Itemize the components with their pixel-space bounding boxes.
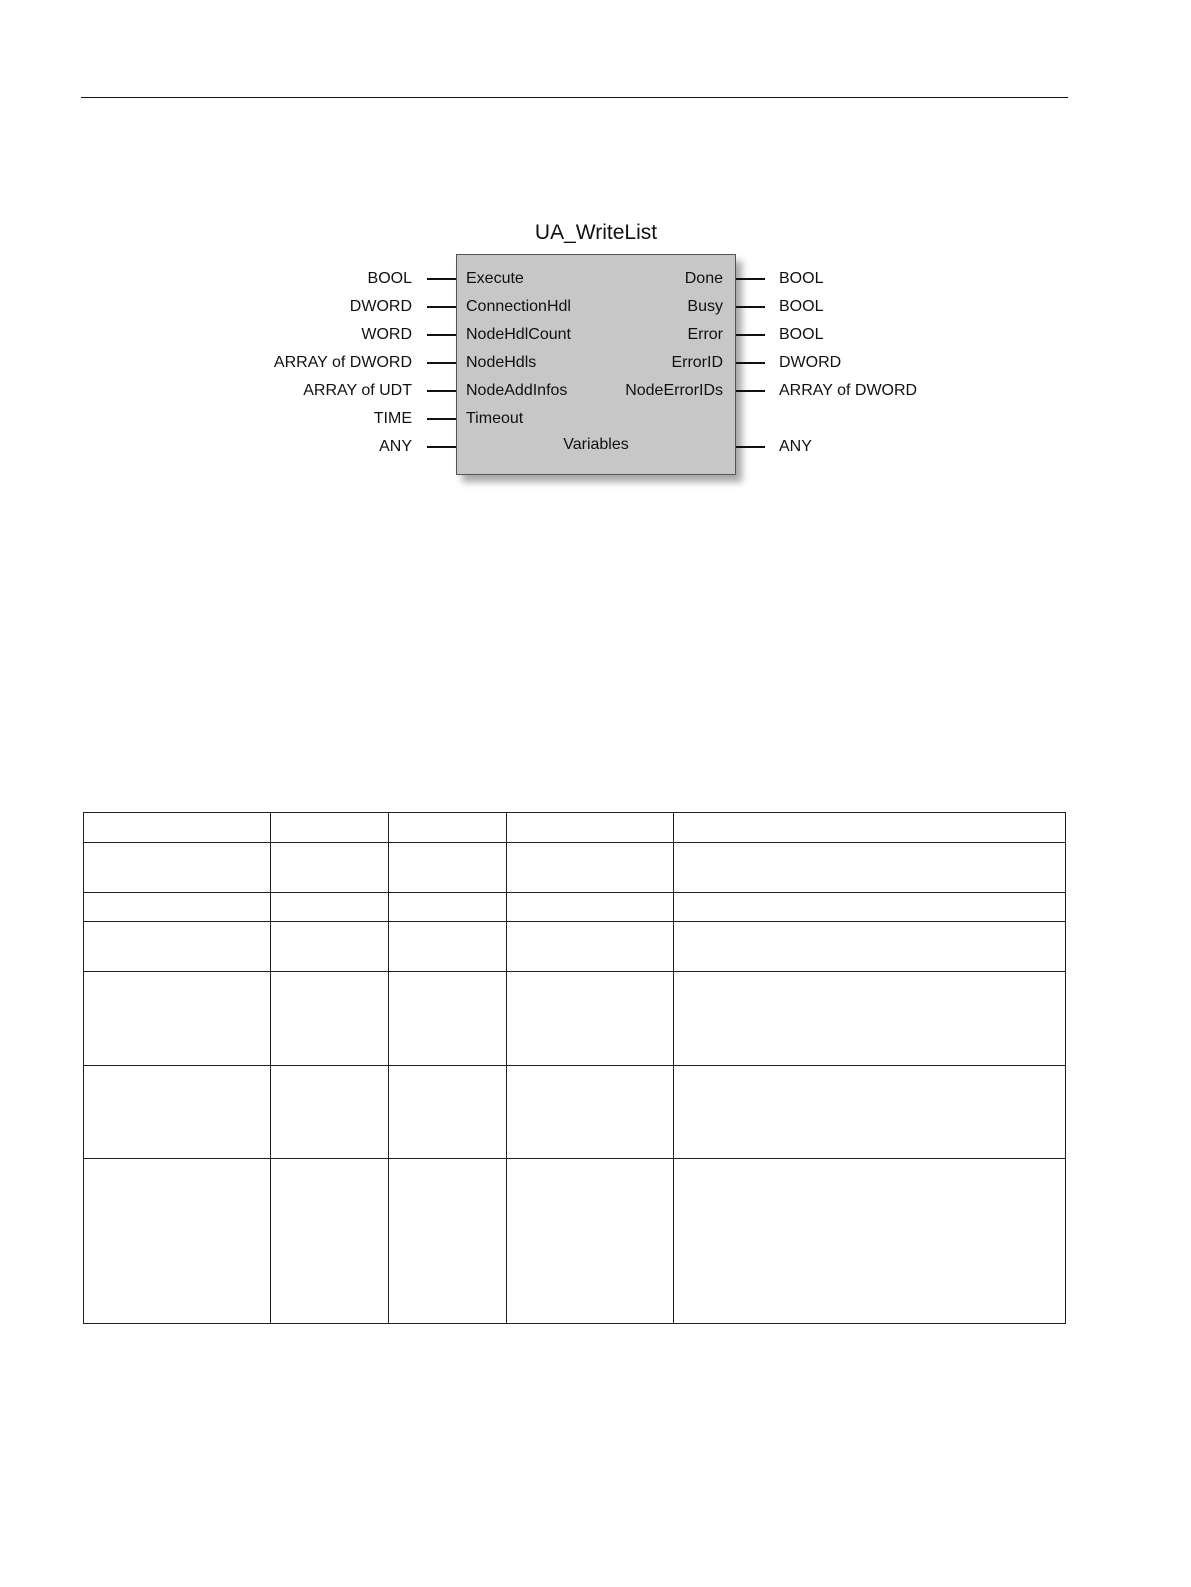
input-name-nodeaddinfos: NodeAddInfos <box>466 382 568 399</box>
table-cell <box>507 813 674 843</box>
table-row <box>84 1159 1066 1324</box>
table-cell <box>389 922 507 972</box>
table-cell <box>674 843 1066 893</box>
table-cell <box>389 972 507 1066</box>
output-pin-error <box>736 334 765 336</box>
input-type-nodehdlcount: WORD <box>361 326 412 343</box>
table-row <box>84 813 1066 843</box>
table-cell <box>674 972 1066 1066</box>
table-cell <box>271 1066 389 1159</box>
input-pin-execute <box>427 278 456 280</box>
table-cell <box>271 972 389 1066</box>
table-cell <box>674 1159 1066 1324</box>
table-cell <box>507 1159 674 1324</box>
output-type-errorid: DWORD <box>779 354 842 371</box>
table-cell <box>507 972 674 1066</box>
table-cell <box>507 893 674 922</box>
table-cell <box>674 813 1066 843</box>
table-cell <box>674 893 1066 922</box>
table-cell <box>84 1159 271 1324</box>
table-cell <box>84 893 271 922</box>
inout-name-variables: Variables <box>563 436 629 453</box>
output-pin-nodeerrorids <box>736 390 765 392</box>
table-cell <box>271 893 389 922</box>
output-type-busy: BOOL <box>779 298 824 315</box>
output-pin-done <box>736 278 765 280</box>
output-type-done: BOOL <box>779 270 824 287</box>
input-name-connectionhdl: ConnectionHdl <box>466 298 571 315</box>
output-name-errorid: ErrorID <box>671 354 723 371</box>
table-cell <box>84 972 271 1066</box>
output-type-nodeerrorids: ARRAY of DWORD <box>779 382 918 399</box>
inout-type-out-variables: ANY <box>779 438 812 455</box>
table-cell <box>507 843 674 893</box>
table-row <box>84 1066 1066 1159</box>
table-cell <box>84 813 271 843</box>
input-pin-nodehdlcount <box>427 334 456 336</box>
table-cell <box>271 843 389 893</box>
table-cell <box>674 922 1066 972</box>
table-cell <box>389 813 507 843</box>
input-pin-nodeaddinfos <box>427 390 456 392</box>
table-cell <box>84 922 271 972</box>
output-name-nodeerrorids: NodeErrorIDs <box>625 382 723 399</box>
table-row <box>84 922 1066 972</box>
table-cell <box>389 843 507 893</box>
table-row <box>84 893 1066 922</box>
input-type-connectionhdl: DWORD <box>349 298 412 315</box>
input-pin-connectionhdl <box>427 306 456 308</box>
parameter-table <box>83 812 1066 1324</box>
table-row <box>84 972 1066 1066</box>
output-pin-errorid <box>736 362 765 364</box>
input-name-timeout: Timeout <box>466 410 524 427</box>
function-block-title: UA_WriteList <box>534 221 658 244</box>
input-name-nodehdlcount: NodeHdlCount <box>466 326 571 343</box>
input-pin-nodehdls <box>427 362 456 364</box>
table-cell <box>271 813 389 843</box>
input-type-timeout: TIME <box>373 410 412 427</box>
inout-pin-in-variables <box>427 446 456 448</box>
input-name-nodehdls: NodeHdls <box>466 354 537 371</box>
table-cell <box>507 922 674 972</box>
table-cell <box>271 922 389 972</box>
table-row <box>84 843 1066 893</box>
table-cell <box>271 1159 389 1324</box>
table-cell <box>389 1066 507 1159</box>
output-pin-busy <box>736 306 765 308</box>
output-name-error: Error <box>687 326 723 343</box>
table-cell <box>389 893 507 922</box>
table-cell <box>507 1066 674 1159</box>
input-type-execute: BOOL <box>367 270 412 287</box>
output-name-busy: Busy <box>687 298 723 315</box>
table-cell <box>674 1066 1066 1159</box>
inout-type-in-variables: ANY <box>379 438 412 455</box>
output-type-error: BOOL <box>779 326 824 343</box>
input-type-nodehdls: ARRAY of DWORD <box>273 354 412 371</box>
input-type-nodeaddinfos: ARRAY of UDT <box>303 382 412 399</box>
table-cell <box>389 1159 507 1324</box>
inout-pin-out-variables <box>736 446 765 448</box>
input-name-execute: Execute <box>466 270 524 287</box>
header-rule <box>81 97 1068 98</box>
table-cell <box>84 1066 271 1159</box>
input-pin-timeout <box>427 418 456 420</box>
table-cell <box>84 843 271 893</box>
output-name-done: Done <box>684 270 723 287</box>
